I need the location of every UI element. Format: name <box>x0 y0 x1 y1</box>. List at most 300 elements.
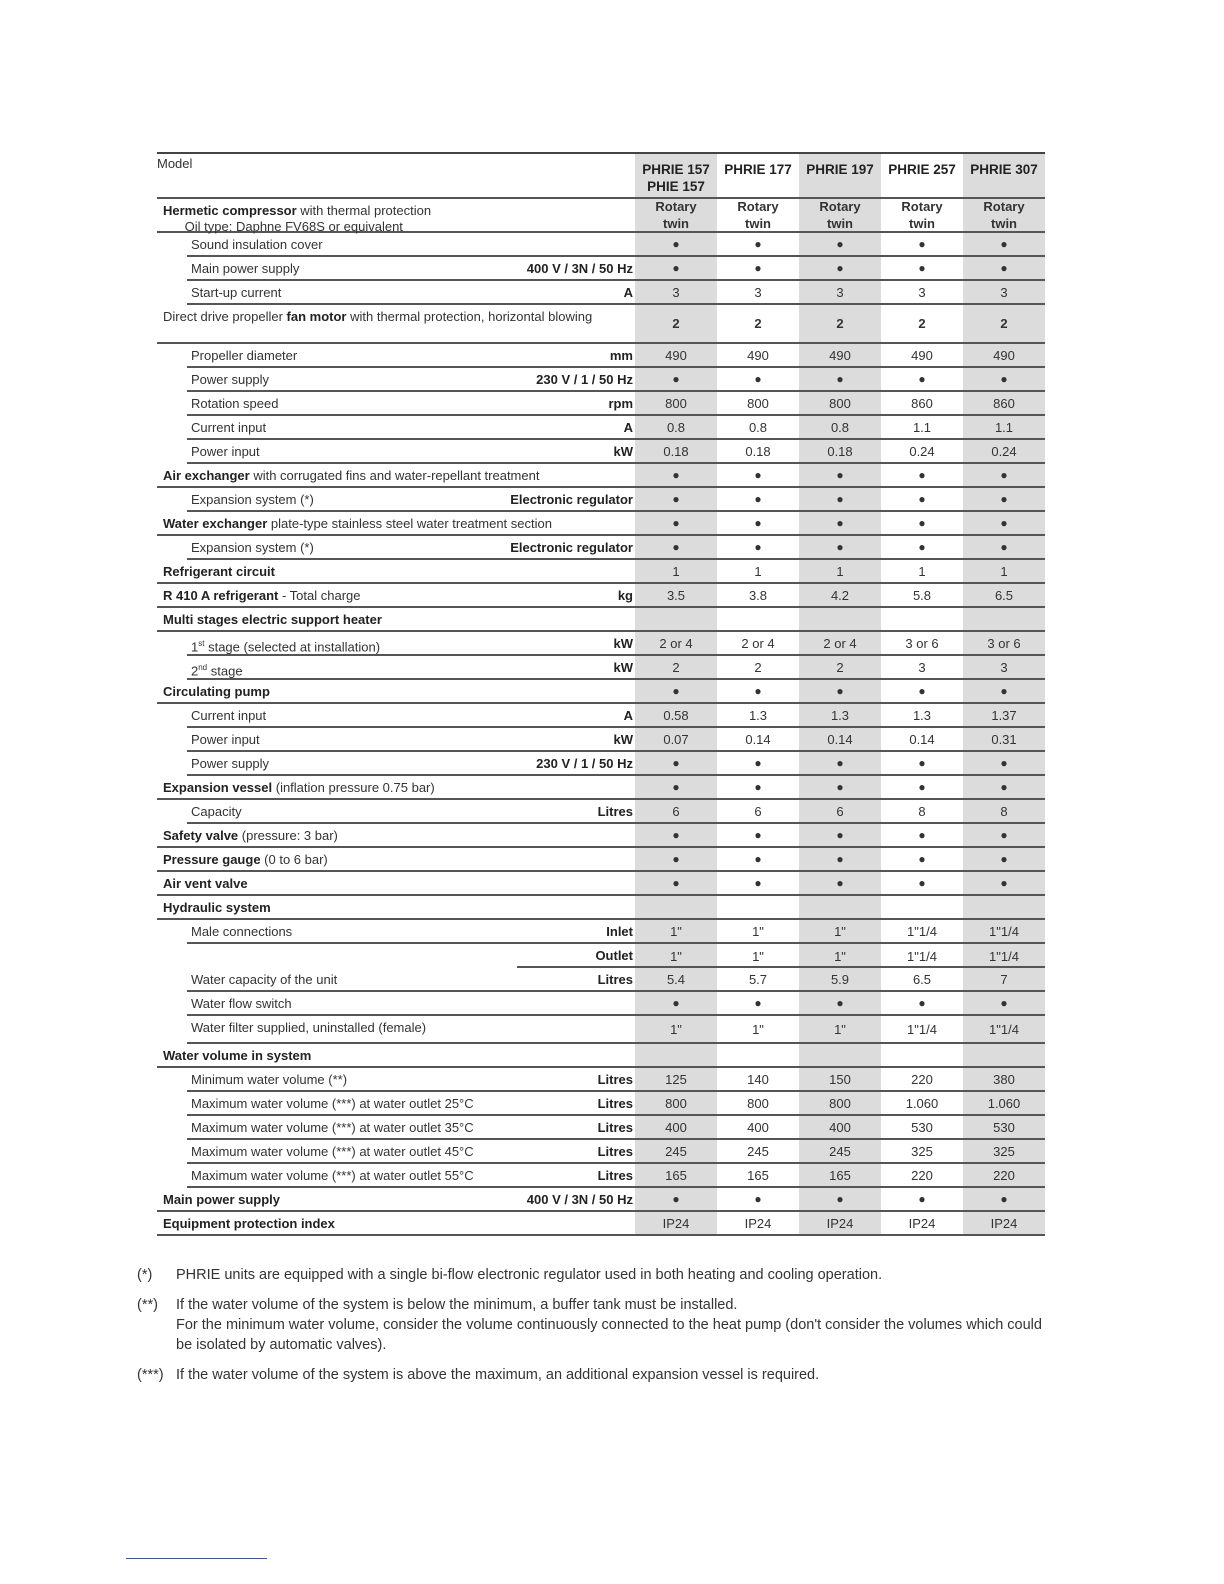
value-cell <box>635 1188 717 1210</box>
value-cell: 1.37 <box>963 704 1045 726</box>
footnote-text: For the minimum water volume, consider the volume continuously connected to the heat pump (don't consider the volumes which could be isolated by automatic valves). <box>176 1317 1042 1353</box>
model-header-5: PHRIE 307 <box>963 154 1045 197</box>
value-cell: 1 <box>754 563 762 579</box>
included-dot-icon: ● <box>1000 539 1008 554</box>
table-row <box>187 344 1045 368</box>
footnote-separator <box>126 1558 267 1559</box>
row-unit: Litres <box>597 1144 633 1159</box>
footnote-marker: (**) <box>137 1297 158 1313</box>
included-dot-icon: ● <box>672 371 680 386</box>
included-dot-icon: ● <box>836 371 844 386</box>
value-cell <box>881 536 963 558</box>
value-cell: 2 <box>963 305 1045 342</box>
model-header-4: PHRIE 257 <box>888 162 956 177</box>
included-dot-icon: ● <box>836 260 844 275</box>
row-unit: kg <box>617 588 633 603</box>
value-cell <box>881 824 963 846</box>
included-dot-icon: ● <box>672 467 680 482</box>
row-unit: Litres <box>597 1072 633 1087</box>
value-cell: 1.060 <box>905 1095 939 1111</box>
row-values <box>635 728 1045 750</box>
value-cell: 0.8 <box>799 416 881 438</box>
value-cell: 3 or 6 <box>963 632 1045 654</box>
value-cell <box>881 848 963 870</box>
value-cell: 2 <box>918 316 926 331</box>
row-values <box>635 944 1045 968</box>
footnote <box>137 1265 1057 1285</box>
value-cell: 245 <box>799 1140 881 1162</box>
value-cell <box>881 872 963 894</box>
value-cell: 220 <box>911 1167 933 1183</box>
value-cell: 8 <box>963 800 1045 822</box>
value-cell <box>881 992 963 1014</box>
row-label: Power input <box>191 732 260 747</box>
value-cell <box>635 464 717 486</box>
included-dot-icon: ● <box>836 851 844 866</box>
value-cell: 4.2 <box>799 584 881 606</box>
included-dot-icon: ● <box>918 755 926 770</box>
included-dot-icon: ● <box>918 236 926 251</box>
table-row <box>187 752 1045 776</box>
row-label: Expansion vessel (inflation pressure 0.75 bar) <box>163 780 435 795</box>
value-cell: 490 <box>963 344 1045 366</box>
included-dot-icon: ● <box>836 755 844 770</box>
included-dot-icon: ● <box>1000 236 1008 251</box>
value-cell: 0.31 <box>963 728 1045 750</box>
value-cell: 1 <box>918 563 926 579</box>
row-unit: Litres <box>597 1168 633 1183</box>
included-dot-icon: ● <box>836 236 844 251</box>
table-row <box>187 656 1045 680</box>
value-cell <box>963 824 1045 846</box>
value-cell <box>881 1044 963 1066</box>
value-cell <box>881 1188 963 1210</box>
included-dot-icon: ● <box>1000 851 1008 866</box>
value-cell: 2 <box>635 305 717 342</box>
value-cell: Rotary twin <box>737 199 779 231</box>
row-label: Air vent valve <box>163 876 248 891</box>
value-cell: 3.8 <box>748 587 768 603</box>
value-cell: 3 <box>963 281 1045 303</box>
value-cell <box>635 776 717 798</box>
table-row <box>187 728 1045 752</box>
value-cell <box>963 512 1045 534</box>
table-row <box>187 1092 1045 1116</box>
value-cell <box>963 872 1045 894</box>
value-cell: 860 <box>963 392 1045 414</box>
value-cell <box>881 257 963 279</box>
row-values <box>635 1116 1045 1138</box>
value-cell <box>635 848 717 870</box>
included-dot-icon: ● <box>918 515 926 530</box>
included-dot-icon: ● <box>672 875 680 890</box>
table-row <box>187 281 1045 305</box>
row-label: Power supply <box>191 372 270 387</box>
table-row <box>157 1044 1045 1068</box>
model-header-3: PHRIE 197 <box>799 154 881 197</box>
included-dot-icon: ● <box>918 683 926 698</box>
row-label: Capacity <box>191 804 242 819</box>
table-row <box>187 368 1045 392</box>
table-row <box>187 440 1045 464</box>
included-dot-icon: ● <box>1000 875 1008 890</box>
value-cell: 1.3 <box>912 707 932 723</box>
row-values <box>635 1164 1045 1186</box>
value-cell: 0.14 <box>799 728 881 750</box>
value-cell <box>799 680 881 702</box>
row-label: Minimum water volume (**) <box>191 1072 348 1087</box>
value-cell <box>881 896 963 918</box>
included-dot-icon: ● <box>918 827 926 842</box>
table-row <box>187 704 1045 728</box>
value-cell: 1 <box>799 560 881 582</box>
value-cell: 1"1/4 <box>907 923 937 939</box>
model-columns <box>635 154 1045 197</box>
table-row <box>157 1188 1045 1212</box>
value-cell: 1" <box>799 920 881 942</box>
included-dot-icon: ● <box>918 491 926 506</box>
row-label: Pressure gauge (0 to 6 bar) <box>163 852 328 867</box>
row-unit: Litres <box>597 1120 633 1135</box>
row-values <box>635 1140 1045 1162</box>
table-row <box>157 776 1045 800</box>
value-cell: 5.9 <box>799 968 881 990</box>
value-cell <box>799 896 881 918</box>
row-label: Equipment protection index <box>163 1216 335 1231</box>
value-cell: 1 <box>963 560 1045 582</box>
table-row <box>157 512 1045 536</box>
value-cell <box>963 464 1045 486</box>
value-cell: 6 <box>754 803 762 819</box>
footnote-marker: (*) <box>137 1267 153 1283</box>
row-values <box>635 872 1045 894</box>
value-cell: 380 <box>963 1068 1045 1090</box>
value-cell: 1.3 <box>748 707 768 723</box>
row-label: Hydraulic system <box>163 900 271 915</box>
table-row <box>187 1068 1045 1092</box>
value-cell: 3.5 <box>635 584 717 606</box>
value-cell <box>881 233 963 255</box>
row-label: Power supply <box>191 756 270 771</box>
row-label: Safety valve (pressure: 3 bar) <box>163 828 338 843</box>
included-dot-icon: ● <box>672 1191 680 1206</box>
table-row <box>187 800 1045 824</box>
value-cell: 1.3 <box>799 704 881 726</box>
value-cell <box>963 776 1045 798</box>
included-dot-icon: ● <box>754 875 762 890</box>
value-cell <box>635 680 717 702</box>
included-dot-icon: ● <box>918 875 926 890</box>
value-cell <box>635 1044 717 1066</box>
row-values <box>635 199 1045 231</box>
value-cell: 2 <box>635 656 717 678</box>
value-cell <box>799 464 881 486</box>
table-row <box>187 1116 1045 1140</box>
footnote-marker: (***) <box>137 1367 164 1383</box>
table-row <box>187 416 1045 440</box>
row-values <box>635 257 1045 279</box>
value-cell: 2 <box>799 305 881 342</box>
row-unit: Inlet <box>606 924 633 939</box>
included-dot-icon: ● <box>1000 755 1008 770</box>
table-body <box>157 199 1045 1236</box>
value-cell <box>799 608 881 630</box>
value-cell: Rotary twin <box>963 199 1045 231</box>
value-cell <box>799 368 881 390</box>
value-cell <box>635 368 717 390</box>
value-cell: 6.5 <box>963 584 1045 606</box>
table-row <box>157 1212 1045 1236</box>
value-cell: 800 <box>635 1092 717 1114</box>
row-values <box>635 512 1045 534</box>
value-cell <box>717 536 799 558</box>
value-cell <box>881 368 963 390</box>
row-label: Main power supply <box>163 1192 281 1207</box>
value-cell <box>717 896 799 918</box>
row-unit: A <box>623 708 633 723</box>
value-cell: 490 <box>799 344 881 366</box>
value-cell: 1 <box>635 560 717 582</box>
value-cell: 140 <box>747 1071 769 1087</box>
table-row <box>157 608 1045 632</box>
row-label: Water exchanger plate-type stainless steel water treatment section <box>163 516 552 531</box>
included-dot-icon: ● <box>672 755 680 770</box>
value-cell <box>963 896 1045 918</box>
value-cell: 220 <box>963 1164 1045 1186</box>
value-cell: 1" <box>752 1021 764 1037</box>
row-unit: Litres <box>597 804 633 819</box>
table-row <box>157 872 1045 896</box>
table-row <box>187 1140 1045 1164</box>
value-cell <box>799 1188 881 1210</box>
row-values <box>635 920 1045 942</box>
value-cell: 0.24 <box>963 440 1045 462</box>
row-unit: A <box>623 285 633 300</box>
value-cell: 400 <box>635 1116 717 1138</box>
model-header-2: PHRIE 177 <box>724 162 792 177</box>
value-cell <box>963 488 1045 510</box>
included-dot-icon: ● <box>672 827 680 842</box>
value-cell <box>881 680 963 702</box>
row-values <box>635 992 1045 1014</box>
included-dot-icon: ● <box>836 467 844 482</box>
value-cell <box>717 233 799 255</box>
row-unit: Litres <box>597 972 633 987</box>
table-header-row <box>157 154 1045 199</box>
value-cell <box>799 233 881 255</box>
row-unit: rpm <box>608 396 633 411</box>
value-cell: 7 <box>963 968 1045 990</box>
value-cell: 800 <box>635 392 717 414</box>
value-cell: 325 <box>911 1143 933 1159</box>
value-cell: 1" <box>752 948 764 964</box>
value-cell: 325 <box>963 1140 1045 1162</box>
table-row <box>157 584 1045 608</box>
included-dot-icon: ● <box>672 260 680 275</box>
value-cell <box>963 848 1045 870</box>
row-unit: 230 V / 1 / 50 Hz <box>536 756 633 771</box>
row-unit: mm <box>609 348 633 363</box>
value-cell <box>635 257 717 279</box>
value-cell <box>881 776 963 798</box>
included-dot-icon: ● <box>754 236 762 251</box>
value-cell: IP24 <box>908 1215 936 1231</box>
model-header-1: PHRIE 157 PHIE 157 <box>635 154 717 197</box>
table-row <box>187 968 1045 992</box>
included-dot-icon: ● <box>754 779 762 794</box>
value-cell: 245 <box>747 1143 769 1159</box>
value-cell <box>717 752 799 774</box>
value-cell <box>799 257 881 279</box>
included-dot-icon: ● <box>1000 515 1008 530</box>
value-cell <box>717 872 799 894</box>
row-label: Start-up current <box>191 285 282 300</box>
table-row <box>187 992 1045 1016</box>
value-cell <box>717 1188 799 1210</box>
value-cell <box>963 608 1045 630</box>
value-cell <box>963 752 1045 774</box>
included-dot-icon: ● <box>836 1191 844 1206</box>
value-cell <box>963 680 1045 702</box>
included-dot-icon: ● <box>754 827 762 842</box>
included-dot-icon: ● <box>1000 260 1008 275</box>
value-cell: 400 <box>747 1119 769 1135</box>
value-cell: 220 <box>911 1071 933 1087</box>
value-cell <box>799 752 881 774</box>
value-cell <box>799 488 881 510</box>
row-label: 2nd stage <box>191 663 243 679</box>
row-label: Male connections <box>191 924 293 939</box>
row-values <box>635 584 1045 606</box>
value-cell <box>799 1044 881 1066</box>
table-row <box>187 944 1045 968</box>
value-cell: 245 <box>635 1140 717 1162</box>
value-cell: 125 <box>635 1068 717 1090</box>
footnote-text: If the water volume of the system is below the minimum, a buffer tank must be installed. <box>176 1297 738 1313</box>
value-cell: 3 <box>754 284 762 300</box>
value-cell: 1"1/4 <box>963 920 1045 942</box>
value-cell <box>717 368 799 390</box>
row-values <box>635 776 1045 798</box>
table-row <box>157 305 1045 344</box>
table-row <box>157 464 1045 488</box>
included-dot-icon: ● <box>754 755 762 770</box>
value-cell: 1"1/4 <box>907 1021 937 1037</box>
value-cell: 1.1 <box>963 416 1045 438</box>
row-values <box>635 1044 1045 1066</box>
row-values <box>635 1068 1045 1090</box>
value-cell <box>717 512 799 534</box>
included-dot-icon: ● <box>672 683 680 698</box>
row-label: R 410 A refrigerant - Total charge <box>163 588 361 603</box>
value-cell: 150 <box>799 1068 881 1090</box>
value-cell <box>799 992 881 1014</box>
included-dot-icon: ● <box>754 371 762 386</box>
value-cell: 1" <box>799 1016 881 1042</box>
value-cell: 1" <box>635 944 717 968</box>
model-label: Model <box>157 156 193 171</box>
row-values <box>635 896 1045 918</box>
included-dot-icon: ● <box>918 539 926 554</box>
row-label: Maximum water volume (***) at water outlet 35°C <box>191 1120 474 1135</box>
row-values <box>635 305 1045 342</box>
value-cell: 165 <box>635 1164 717 1186</box>
row-label: Expansion system (*) <box>191 540 314 555</box>
table-row <box>157 848 1045 872</box>
row-values <box>635 416 1045 438</box>
row-values <box>635 560 1045 582</box>
included-dot-icon: ● <box>1000 371 1008 386</box>
row-values <box>635 968 1045 990</box>
value-cell: 0.14 <box>745 731 771 747</box>
row-values <box>635 344 1045 366</box>
included-dot-icon: ● <box>672 779 680 794</box>
value-cell <box>717 257 799 279</box>
value-cell <box>717 848 799 870</box>
value-cell <box>799 776 881 798</box>
included-dot-icon: ● <box>754 851 762 866</box>
value-cell: 1"1/4 <box>963 944 1045 968</box>
value-cell: Rotary twin <box>901 199 943 231</box>
row-values <box>635 464 1045 486</box>
row-label: Water volume in system <box>163 1048 312 1063</box>
value-cell: 2 <box>799 656 881 678</box>
table-row <box>157 824 1045 848</box>
table-row <box>187 920 1045 944</box>
value-cell: 490 <box>911 347 933 363</box>
value-cell: 3 <box>963 656 1045 678</box>
value-cell: 5.7 <box>748 971 768 987</box>
included-dot-icon: ● <box>1000 467 1008 482</box>
value-cell <box>881 512 963 534</box>
row-unit: kW <box>613 636 633 651</box>
value-cell: 0.8 <box>635 416 717 438</box>
row-values <box>635 848 1045 870</box>
row-label: Water flow switch <box>191 996 292 1011</box>
value-cell: 3 <box>635 281 717 303</box>
row-values <box>635 281 1045 303</box>
value-cell <box>717 608 799 630</box>
included-dot-icon: ● <box>836 827 844 842</box>
table-row <box>157 199 1045 233</box>
included-dot-icon: ● <box>918 467 926 482</box>
value-cell: 490 <box>635 344 717 366</box>
row-label: Maximum water volume (***) at water outlet 25°C <box>191 1096 474 1111</box>
row-label: Main power supply <box>191 261 300 276</box>
row-label: Multi stages electric support heater <box>163 612 382 627</box>
row-unit: Litres <box>597 1096 633 1111</box>
value-cell <box>635 896 717 918</box>
value-cell: 0.14 <box>909 731 935 747</box>
included-dot-icon: ● <box>918 779 926 794</box>
value-cell: IP24 <box>635 1212 717 1234</box>
value-cell: 3 <box>799 281 881 303</box>
value-cell <box>881 608 963 630</box>
value-cell: 5.4 <box>635 968 717 990</box>
value-cell: 2 or 4 <box>799 632 881 654</box>
value-cell: 0.24 <box>909 443 935 459</box>
table-row <box>157 560 1045 584</box>
table-row <box>187 233 1045 257</box>
included-dot-icon: ● <box>836 995 844 1010</box>
row-label: Power input <box>191 444 260 459</box>
value-cell: 3 <box>918 659 926 675</box>
value-cell <box>717 488 799 510</box>
included-dot-icon: ● <box>1000 827 1008 842</box>
value-cell <box>635 824 717 846</box>
value-cell <box>635 536 717 558</box>
included-dot-icon: ● <box>836 515 844 530</box>
